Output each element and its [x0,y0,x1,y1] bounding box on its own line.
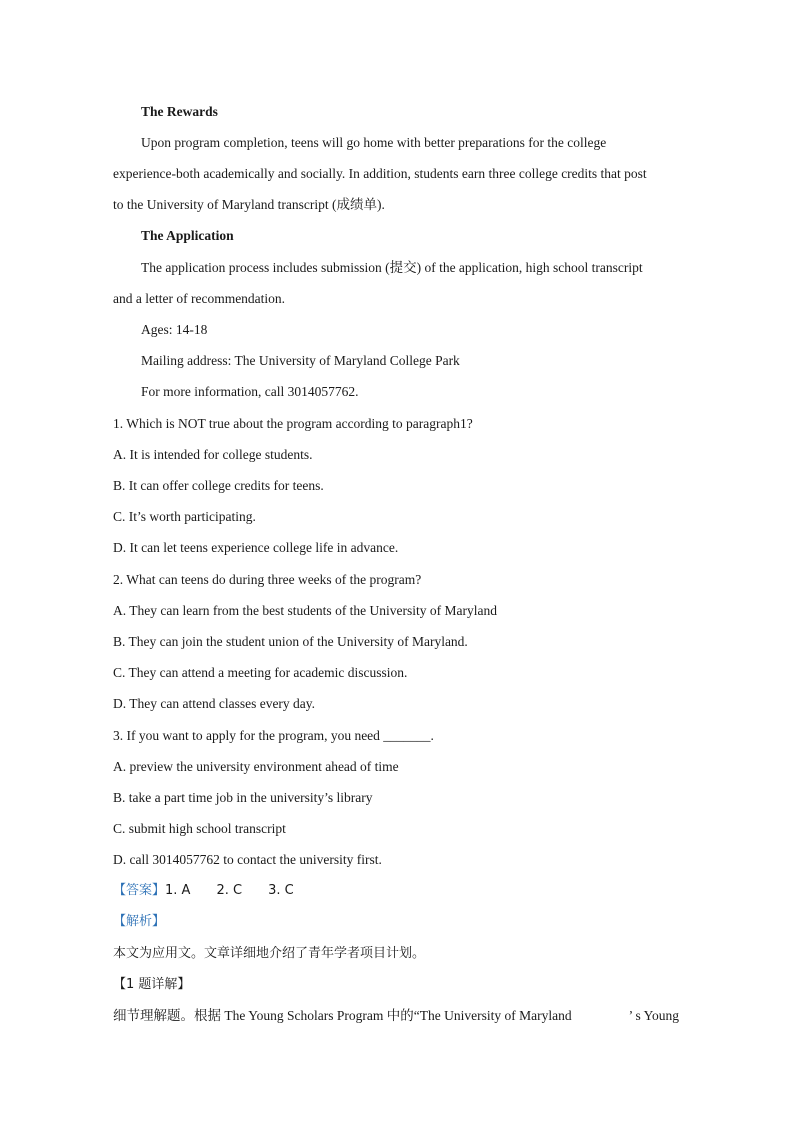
rewards-line-3: to the University of Maryland transcript (成绩单). [113,197,385,212]
answer-item-2: 2. C [216,883,243,898]
question-1-stem: 1. Which is NOT true about the program according to paragraph1? [113,416,473,431]
application-line-2: and a letter of recommendation. [113,291,286,306]
question-2-option-a: A. They can learn from the best students of the University of Maryland [113,603,498,618]
application-line-1: The application process includes submission (提交) of the application, high school transcript [141,260,643,275]
detail-1-text [113,1007,679,1025]
answer-item-1: 1. A [165,883,191,898]
detail-1-label: 【1 题详解】 [113,977,191,992]
detail-1-text-left: 细节理解题。根据 The Young Scholars Program 中的“The University of Maryland [113,1008,572,1023]
rewards-line-2: experience-both academically and socially. In addition, students earn three college credits that post [113,166,647,181]
ages-line: Ages: 14-18 [141,322,208,337]
question-2-stem: 2. What can teens do during three weeks of the program? [113,572,422,587]
detail-1-text-right: ’ s Young [628,1008,679,1023]
question-3-stem: 3. If you want to apply for the program, you need _______. [113,728,434,743]
question-3-option-d: D. call 3014057762 to contact the university first. [113,852,382,867]
mailing-address-line: Mailing address: The University of Maryland College Park [141,353,460,368]
answer-line [113,882,294,900]
question-2-option-c: C. They can attend a meeting for academic discussion. [113,665,408,680]
question-1-option-d: D. It can let teens experience college life in advance. [113,540,399,555]
question-3-option-b: B. take a part time job in the university’s library [113,790,373,805]
question-3-option-a: A. preview the university environment ahead of time [113,759,399,774]
question-1-option-c: C. It’s worth participating. [113,509,256,524]
answer-item-3: 3. C [268,883,294,898]
analysis-label: 【解析】 [113,914,166,929]
more-info-line: For more information, call 3014057762. [141,384,359,399]
analysis-text: 本文为应用文。文章详细地介绍了青年学者项目计划。 [113,946,426,961]
answer-label: 【答案】 [113,883,166,898]
question-1-option-a: A. It is intended for college students. [113,447,313,462]
question-2-option-b: B. They can join the student union of the University of Maryland. [113,634,468,649]
rewards-line-1: Upon program completion, teens will go home with better preparations for the college [141,135,607,150]
rewards-heading: The Rewards [141,104,218,119]
question-1-option-b: B. It can offer college credits for teens. [113,478,324,493]
question-3-option-c: C. submit high school transcript [113,821,286,836]
question-2-option-d: D. They can attend classes every day. [113,696,316,711]
application-heading: The Application [141,228,234,243]
